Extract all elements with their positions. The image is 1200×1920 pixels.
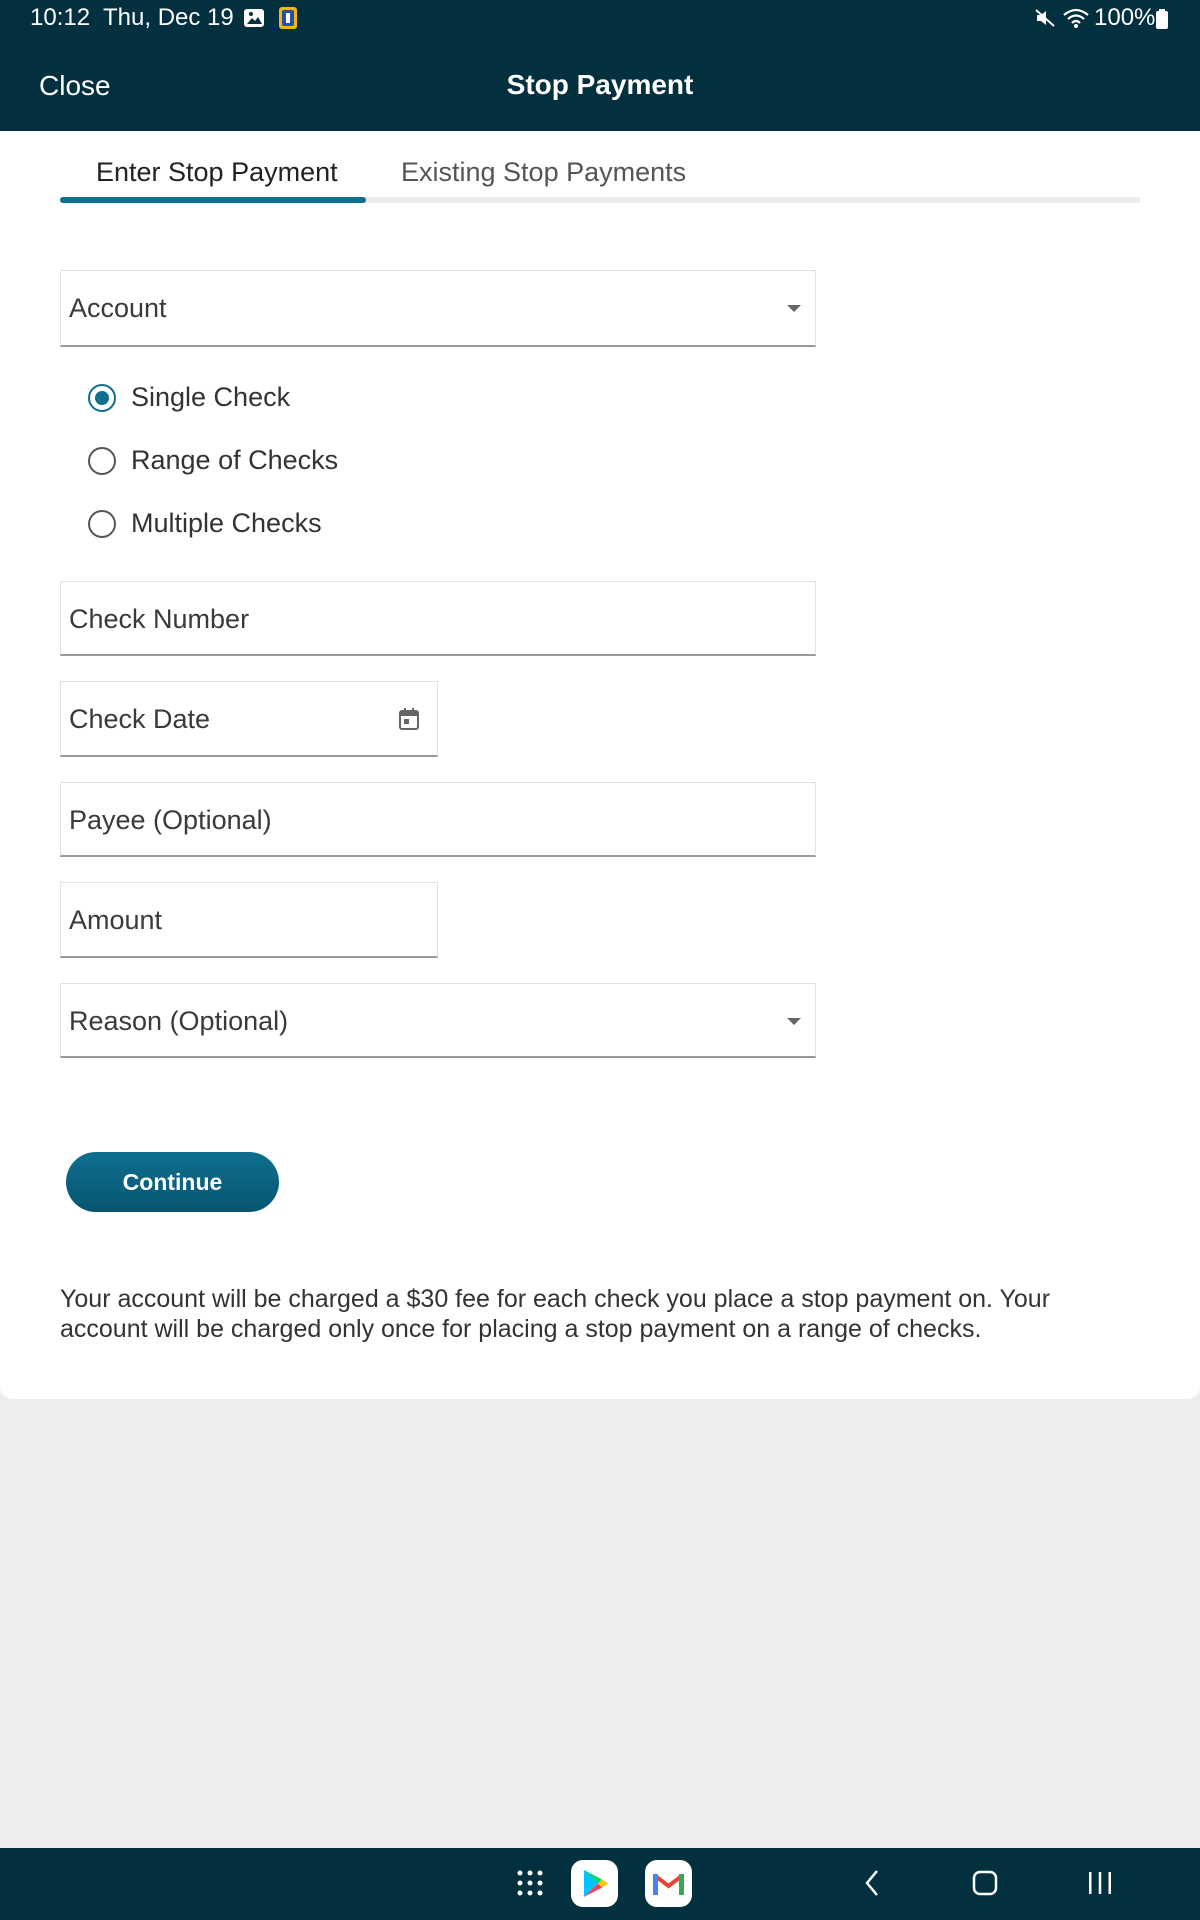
check-number-label: Check Number [69, 604, 250, 634]
radio-button[interactable] [88, 447, 116, 475]
tab-bar [60, 131, 1140, 205]
payee-label: Payee (Optional) [69, 805, 272, 835]
system-nav-bar [0, 1848, 1200, 1920]
check-date-label: Check Date [69, 704, 211, 734]
chevron-down-icon [787, 305, 801, 312]
payee-field[interactable] [60, 782, 816, 857]
mute-icon [1034, 8, 1056, 28]
check-number-field[interactable] [60, 581, 816, 656]
home-icon[interactable] [972, 1870, 998, 1896]
status-date: Thu, Dec 19 [103, 4, 234, 31]
back-icon[interactable] [862, 1868, 882, 1898]
status-time: 10:12 [30, 4, 91, 31]
amount-field[interactable] [60, 882, 438, 958]
active-tab-indicator [60, 197, 366, 203]
page-title: Stop Payment [506, 69, 694, 100]
reason-dropdown[interactable] [60, 983, 816, 1058]
radio-button-checked[interactable] [88, 384, 116, 412]
amount-label: Amount [69, 905, 163, 935]
app-bar [0, 36, 1200, 131]
radio-button[interactable] [88, 510, 116, 538]
stop-payment-card [0, 131, 1200, 1399]
radio-single-check[interactable] [88, 382, 328, 422]
close-button[interactable]: Close [39, 70, 111, 101]
status-bar [0, 0, 1200, 36]
fee-disclaimer: Your account will be charged a $30 fee for each check you place a stop payment on. Your account will be charged only once for placing a stop payment on a range of checks. [60, 1285, 1051, 1343]
app-notification-icon [279, 7, 297, 29]
play-store-icon[interactable] [571, 1860, 618, 1907]
tab-enter-stop-payment[interactable]: Enter Stop Payment [96, 157, 338, 187]
reason-label: Reason (Optional) [69, 1006, 289, 1036]
wifi-icon [1062, 7, 1090, 29]
tab-existing-stop-payments[interactable]: Existing Stop Payments [401, 157, 687, 187]
chevron-down-icon [787, 1018, 801, 1025]
radio-label: Range of Checks [131, 445, 339, 475]
radio-label: Multiple Checks [131, 508, 322, 538]
gallery-icon [243, 8, 265, 28]
apps-grid-icon[interactable] [516, 1869, 544, 1897]
calendar-icon[interactable] [399, 708, 419, 730]
recents-icon[interactable] [1086, 1870, 1114, 1896]
radio-range-of-checks[interactable] [88, 445, 348, 485]
account-label: Account [69, 293, 167, 323]
radio-multiple-checks[interactable] [88, 508, 348, 548]
account-dropdown[interactable] [60, 270, 816, 347]
radio-label: Single Check [131, 382, 291, 412]
check-date-field[interactable] [60, 681, 438, 757]
battery-icon [1156, 9, 1168, 29]
continue-button[interactable]: Continue [66, 1152, 279, 1212]
gmail-icon[interactable] [645, 1860, 692, 1907]
battery-level: 100% [1094, 4, 1156, 31]
